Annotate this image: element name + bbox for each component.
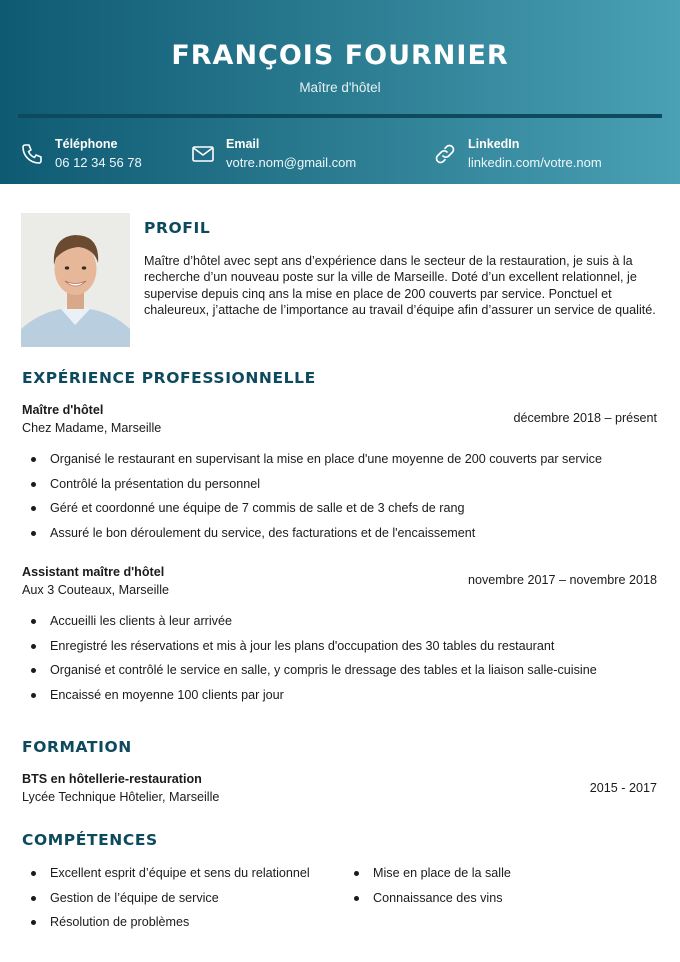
skills-heading: COMPÉTENCES [22,831,158,849]
job-dates: décembre 2018 – présent [513,411,657,425]
envelope-icon [191,142,215,166]
header-banner [0,0,680,184]
list-item: Excellent esprit d’équipe et sens du relationnel [22,865,342,890]
experience-heading: EXPÉRIENCE PROFESSIONNELLE [22,369,316,387]
job-title: Maître d'hôtel [22,403,104,417]
contact-label: Email [226,137,260,151]
list-item: Résolution de problèmes [22,914,342,939]
list-item: Géré et coordonné une équipe de 7 commis de salle et de 3 chefs de rang [22,500,662,525]
job-achievements [22,451,662,550]
phone-icon [20,142,44,166]
linkedin-url[interactable]: linkedin.com/votre.nom [468,155,602,170]
job-employer: Aux 3 Couteaux, Marseille [22,583,169,597]
list-item: Enregistré les réservations et mis à jour les plans d'occupation des 30 tables du restaurant [22,638,662,663]
header-divider [18,114,662,118]
education-heading: FORMATION [22,738,132,756]
profile-heading: PROFIL [144,219,211,237]
skills-list-left [22,865,342,939]
contact-label: Téléphone [55,137,118,151]
link-icon [433,142,457,166]
list-item: Organisé le restaurant en supervisant la mise en place d'une moyenne de 200 couverts par service [22,451,662,476]
list-item: Mise en place de la salle [345,865,665,890]
job-achievements [22,613,662,712]
phone-number: 06 12 34 56 78 [55,155,142,170]
job-employer: Chez Madame, Marseille [22,421,162,435]
list-item: Accueilli les clients à leur arrivée [22,613,662,638]
job-title: Assistant maître d'hôtel [22,565,165,579]
list-item: Organisé et contrôlé le service en salle, y compris le dressage des tables et la liaison salle-cuisine [22,662,662,687]
candidate-title: Maître d'hôtel [299,80,381,95]
list-item: Gestion de l’équipe de service [22,890,342,915]
profile-summary: Maître d’hôtel avec sept ans d’expérience dans le secteur de la restauration, je suis à la recherche d’un nouveau poste sur la ville de Marseille. Doté d’un excellent relationnel, je supervise depuis cinq ans la mise en place de 200 couverts par service. Ponctuel et chaleureux, j’attache de l’importance au travail d’équipe afin d’assurer un service de qualité. [144,254,656,317]
skills-list-right [345,865,665,914]
list-item: Contrôlé la présentation du personnel [22,476,662,501]
candidate-name: FRANÇOIS FOURNIER [171,40,509,71]
list-item: Assuré le bon déroulement du service, des facturations et de l'encaissement [22,525,662,550]
degree-title: BTS en hôtellerie-restauration [22,772,202,786]
contact-label: LinkedIn [468,137,520,151]
email-address[interactable]: votre.nom@gmail.com [226,155,357,170]
list-item: Connaissance des vins [345,890,665,915]
job-dates: novembre 2017 – novembre 2018 [467,573,657,587]
school-name: Lycée Technique Hôtelier, Marseille [22,790,220,804]
education-dates: 2015 - 2017 [589,781,657,795]
list-item: Encaissé en moyenne 100 clients par jour [22,687,662,712]
profile-photo [21,213,130,347]
